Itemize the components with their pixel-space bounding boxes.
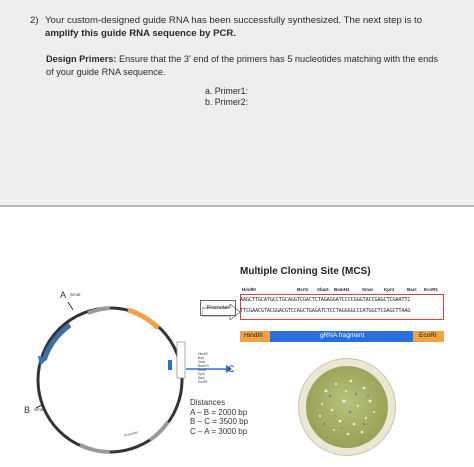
site-saci: SacI [198,376,206,380]
tick-a [68,302,73,310]
bar-ecori [413,331,444,342]
petri-dish-photo [298,358,396,456]
site-bsri: BsrI [198,356,205,360]
plasmid-sites-list [198,352,209,384]
design-primers-line-1: Ensure that the 3' end of the primers has 5 nucleotides matching with the ends [116,54,438,64]
question-line-1: Your custom-designed guide RNA has been successfully synthesized. The next step is to [45,15,423,26]
grna-construct-bar [240,331,444,342]
design-primers-line-2: of your guide RNA sequence. [46,67,166,77]
mcs-top-strand: AAGCTTGCATGCCTGCAGGTCGACTCTAGAGGATCCCCGGGTACCGAGCTCGAATTC [240,297,411,303]
answer-items [205,86,248,107]
mcs-site-bamh1: BamH1 [334,287,350,292]
mcs-block [177,342,185,378]
bar-grna-label: gRNA fragment [320,332,365,339]
bar-hindiii [240,331,270,342]
bar-ecori-label: EcoRI [419,332,437,339]
bar-hindiii-label: HindIII [244,332,263,339]
distance-ab: A – B = 2000 bp [190,407,248,417]
colonies [306,366,388,448]
mcs-site-hindiii: HindIII [242,287,256,292]
label-b: B [24,405,31,415]
plasmid-blue-tick [168,360,172,370]
mcs-title: Multiple Cloning Site (MCS) [240,266,371,277]
distances [190,398,248,436]
mcs-site-ecor1: EcoR1 [424,287,439,292]
item-primer1: a. Primer1: [205,86,249,96]
plasmid-gray-segment-right [150,422,168,440]
mcs-site-baci: BacI [407,287,417,292]
promoter-arrow [202,304,242,320]
distance-ca: C – A = 3000 bp [190,426,248,436]
plasmid-gray-segment-bottom [80,445,110,452]
design-primers-label: Design Primers: [46,54,117,64]
distance-bc: B – C = 3500 bp [190,417,249,426]
label-a: A [60,290,67,300]
distances-title: Distances [190,398,226,407]
question-number: 2) [30,15,39,26]
site-smai: SmaI [198,368,207,372]
site-ecori: EcoRI [198,380,208,384]
mcs-site-bsri1: BsrI1 [297,287,309,292]
plasmid-orange-segment [128,310,158,328]
plasmid-gray-segment-top [88,308,110,313]
label-smai-b: SmaI [34,407,45,412]
site-xbai: XbaI [198,360,206,364]
plasmid-gene-label: Promoter [123,430,139,438]
design-primers-text [46,53,446,79]
site-kpni: KpnI [198,372,206,376]
mcs-site-kpni: KpnI [384,287,394,292]
mcs-site-smai: SmaI [362,287,373,292]
question-line-2: amplify this guide RNA sequence by PCR. [45,28,237,39]
site-bamhi: BamHI [198,364,209,368]
label-c: C [228,364,235,374]
mcs-sequence-panel [240,282,446,322]
bar-grna-fragment [270,331,413,342]
promoter-box: Promoter [200,300,236,316]
label-smai-a: SmaI [70,292,81,297]
mcs-site-xbai1: XbaI1 [317,287,330,292]
question-section [0,0,474,205]
site-hindiii: HindIII [198,352,209,356]
mcs-bottom-strand: TTCGAACGTACGGACGTCCAGCTGAGATCTCCTAGGGGCCCATGGCTCGAGCTTAAG [240,308,411,314]
item-primer2: b. Primer2: [205,96,249,107]
promoter-arrow-shape [202,304,240,320]
